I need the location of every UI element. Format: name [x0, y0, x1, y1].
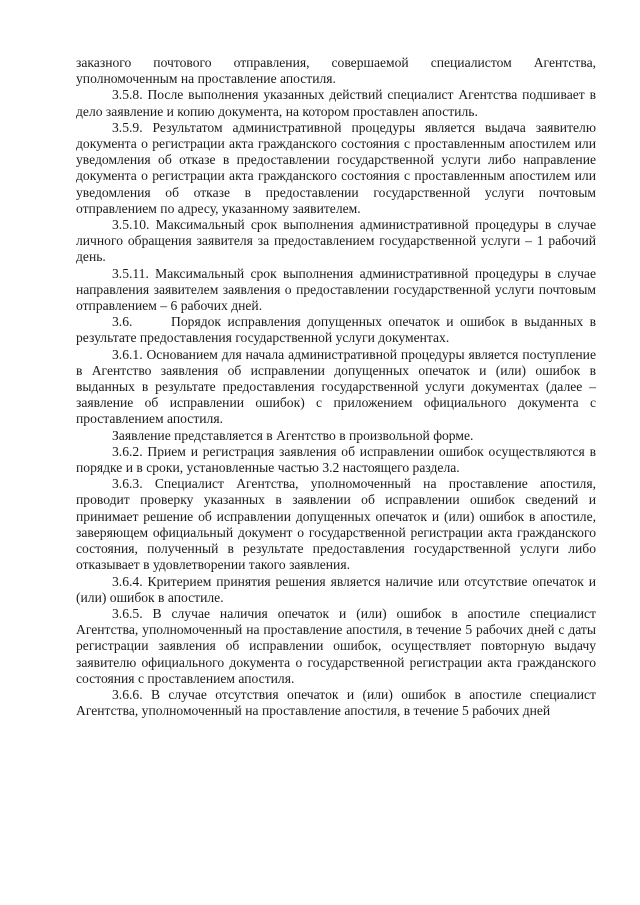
paragraph-3-6-5: 3.6.5. В случае наличия опечаток и (или) ошибок в апостиле специалист Агентства, уполномоченный на проставление апостиля, в течение 5 рабочих дней с даты регистрации заявления об исправлении ошибок, осуществляет повторную выдачу заявителю официального документа о государственной регистрации акта гражданского состояния с проставлением апостиля.: [76, 605, 596, 686]
paragraph-3-5-9: 3.5.9. Результатом административной процедуры является выдача заявителю документа о регистрации акта гражданского состояния с проставленным апостилем или уведомления об отказе в предоставлении государственной услуги либо направление документа о регистрации акта гражданского состояния с проставленным апостилем или уведомления об отказе в предоставлении государственной услуги почтовым отправлением по адресу, указанному заявителем.: [76, 119, 596, 216]
paragraph-continuation: заказного почтового отправления, совершаемой специалистом Агентства, уполномоченным на проставление апостиля.: [76, 55, 596, 87]
document-page: [76, 55, 600, 719]
paragraph-3-6-4: 3.6.4. Критерием принятия решения является наличие или отсутствие опечаток и (или) ошибок в апостиле.: [76, 573, 596, 605]
paragraph-3-6-2: 3.6.2. Прием и регистрация заявления об исправлении ошибок осуществляются в порядке и в сроки, установленные частью 3.2 настоящего раздела.: [76, 443, 596, 476]
paragraph-3-5-10: 3.5.10. Максимальный срок выполнения административной процедуры в случае личного обращения заявителя за предоставлением государственной услуги – 1 рабочий день.: [76, 217, 596, 265]
section-heading-3-6: 3.6. Порядок исправления допущенных опечаток и ошибок в выданных в результате предоставления государственной услуги документах.: [76, 314, 600, 346]
paragraph-3-6-3: 3.6.3. Специалист Агентства, уполномоченный на проставление апостиля, проводит проверку указанных в заявлении об исправлении ошибок сведений и принимает решение об исправлении допущенных опечаток и (или) ошибок в апостиле, заверяющем официальный документ о государственной регистрации акта гражданского состояния, полученный в результате предоставления государственной услуги либо отказывает в удовлетворении такого заявления.: [76, 476, 596, 573]
paragraph-3-6-6: 3.6.6. В случае отсутствия опечаток и (или) ошибок в апостиле специалист Агентства, уполномоченный на проставление апостиля, в течение 5 рабочих дней: [76, 686, 596, 719]
paragraph-3-5-8: 3.5.8. После выполнения указанных действий специалист Агентства подшивает в дело заявление и копию документа, на котором проставлен апостиль.: [76, 87, 596, 119]
paragraph-3-5-11: 3.5.11. Максимальный срок выполнения административной процедуры в случае направления заявителем заявления о предоставлении государственной услуги почтовым отправлением – 6 рабочих дней.: [76, 265, 596, 314]
paragraph-3-6-1: 3.6.1. Основанием для начала административной процедуры является поступление в Агентство заявления об исправлении допущенных опечаток и (или) ошибок в выданных в результате предоставления государственной услуги документах (далее – заявление об исправлении ошибок) с приложением официального документа с проставлением апостиля.: [76, 346, 596, 427]
paragraph-application-form: Заявление представляется в Агентство в произвольной форме.: [112, 427, 474, 443]
